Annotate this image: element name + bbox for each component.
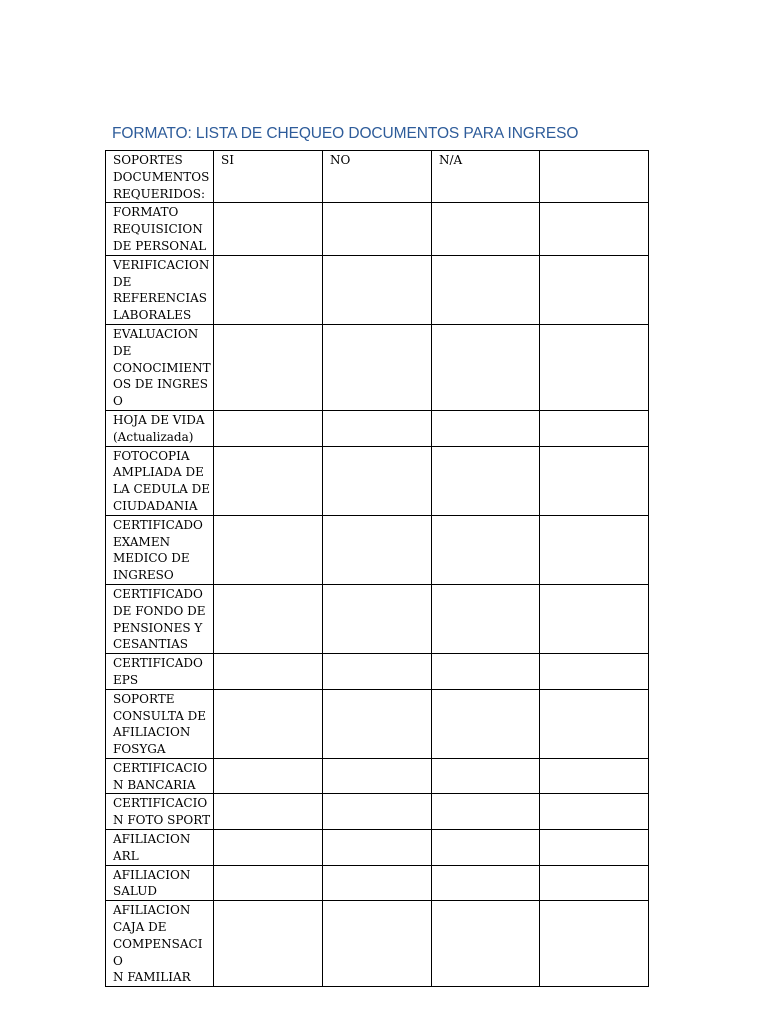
si-check-cell[interactable] <box>214 901 323 987</box>
si-check-cell[interactable] <box>214 446 323 515</box>
document-name-cell: SOPORTE CONSULTA DE AFILIACION FOSYGA <box>106 689 214 758</box>
table-row <box>106 584 649 653</box>
no-check-cell[interactable] <box>323 446 432 515</box>
header-cell-blank <box>540 151 649 203</box>
na-check-cell[interactable] <box>432 654 540 690</box>
no-check-cell[interactable] <box>323 865 432 901</box>
na-check-cell[interactable] <box>432 689 540 758</box>
no-check-cell[interactable] <box>323 689 432 758</box>
extra-cell[interactable] <box>540 255 649 324</box>
no-check-cell[interactable] <box>323 410 432 446</box>
document-name-cell: AFILIACION CAJA DE COMPENSACIO N FAMILIAR <box>106 901 214 987</box>
document-name-cell: AFILIACION ARL <box>106 830 214 866</box>
si-check-cell[interactable] <box>214 515 323 584</box>
table-row <box>106 515 649 584</box>
table-row <box>106 654 649 690</box>
document-name-cell: CERTIFICACIO N FOTO SPORT <box>106 794 214 830</box>
no-check-cell[interactable] <box>323 324 432 410</box>
document-name-cell: CERTIFICADO EXAMEN MEDICO DE INGRESO <box>106 515 214 584</box>
si-check-cell[interactable] <box>214 410 323 446</box>
no-check-cell[interactable] <box>323 203 432 255</box>
table-row <box>106 446 649 515</box>
extra-cell[interactable] <box>540 410 649 446</box>
na-check-cell[interactable] <box>432 865 540 901</box>
table-row <box>106 758 649 794</box>
si-check-cell[interactable] <box>214 584 323 653</box>
extra-cell[interactable] <box>540 865 649 901</box>
si-check-cell[interactable] <box>214 794 323 830</box>
na-check-cell[interactable] <box>432 515 540 584</box>
table-row <box>106 794 649 830</box>
extra-cell[interactable] <box>540 794 649 830</box>
table-row <box>106 901 649 987</box>
document-name-cell: FOTOCOPIA AMPLIADA DE LA CEDULA DE CIUDADANIA <box>106 446 214 515</box>
na-check-cell[interactable] <box>432 324 540 410</box>
document-name-cell: CERTIFICADO DE FONDO DE PENSIONES Y CESANTIAS <box>106 584 214 653</box>
document-name-cell: HOJA DE VIDA (Actualizada) <box>106 410 214 446</box>
table-row <box>106 410 649 446</box>
si-check-cell[interactable] <box>214 203 323 255</box>
na-check-cell[interactable] <box>432 830 540 866</box>
na-check-cell[interactable] <box>432 255 540 324</box>
no-check-cell[interactable] <box>323 584 432 653</box>
table-row <box>106 324 649 410</box>
table-row <box>106 255 649 324</box>
checklist-table <box>105 150 649 987</box>
si-check-cell[interactable] <box>214 255 323 324</box>
document-name-cell: CERTIFICACIO N BANCARIA <box>106 758 214 794</box>
extra-cell[interactable] <box>540 830 649 866</box>
extra-cell[interactable] <box>540 203 649 255</box>
table-row <box>106 689 649 758</box>
document-name-cell: AFILIACION SALUD <box>106 865 214 901</box>
extra-cell[interactable] <box>540 324 649 410</box>
si-check-cell[interactable] <box>214 324 323 410</box>
si-check-cell[interactable] <box>214 830 323 866</box>
na-check-cell[interactable] <box>432 584 540 653</box>
si-check-cell[interactable] <box>214 654 323 690</box>
na-check-cell[interactable] <box>432 446 540 515</box>
extra-cell[interactable] <box>540 654 649 690</box>
document-name-cell: FORMATO REQUISICION DE PERSONAL <box>106 203 214 255</box>
na-check-cell[interactable] <box>432 901 540 987</box>
table-header-row <box>106 151 649 203</box>
extra-cell[interactable] <box>540 584 649 653</box>
na-check-cell[interactable] <box>432 794 540 830</box>
no-check-cell[interactable] <box>323 515 432 584</box>
na-check-cell[interactable] <box>432 758 540 794</box>
na-check-cell[interactable] <box>432 203 540 255</box>
table-row <box>106 203 649 255</box>
document-name-cell: VERIFICACION DE REFERENCIAS LABORALES <box>106 255 214 324</box>
no-check-cell[interactable] <box>323 255 432 324</box>
page-title: FORMATO: LISTA DE CHEQUEO DOCUMENTOS PARA INGRESO <box>112 125 579 142</box>
document-name-cell: CERTIFICADO EPS <box>106 654 214 690</box>
header-cell-na: N/A <box>432 151 540 203</box>
no-check-cell[interactable] <box>323 830 432 866</box>
document-name-cell: EVALUACION DE CONOCIMIENT OS DE INGRESO <box>106 324 214 410</box>
extra-cell[interactable] <box>540 758 649 794</box>
si-check-cell[interactable] <box>214 689 323 758</box>
no-check-cell[interactable] <box>323 758 432 794</box>
extra-cell[interactable] <box>540 515 649 584</box>
no-check-cell[interactable] <box>323 901 432 987</box>
na-check-cell[interactable] <box>432 410 540 446</box>
extra-cell[interactable] <box>540 689 649 758</box>
table-row <box>106 830 649 866</box>
header-cell-documents: SOPORTES DOCUMENTOS REQUERIDOS: <box>106 151 214 203</box>
si-check-cell[interactable] <box>214 865 323 901</box>
table-row <box>106 865 649 901</box>
extra-cell[interactable] <box>540 446 649 515</box>
extra-cell[interactable] <box>540 901 649 987</box>
no-check-cell[interactable] <box>323 794 432 830</box>
header-cell-no: NO <box>323 151 432 203</box>
si-check-cell[interactable] <box>214 758 323 794</box>
header-cell-si: SI <box>214 151 323 203</box>
no-check-cell[interactable] <box>323 654 432 690</box>
